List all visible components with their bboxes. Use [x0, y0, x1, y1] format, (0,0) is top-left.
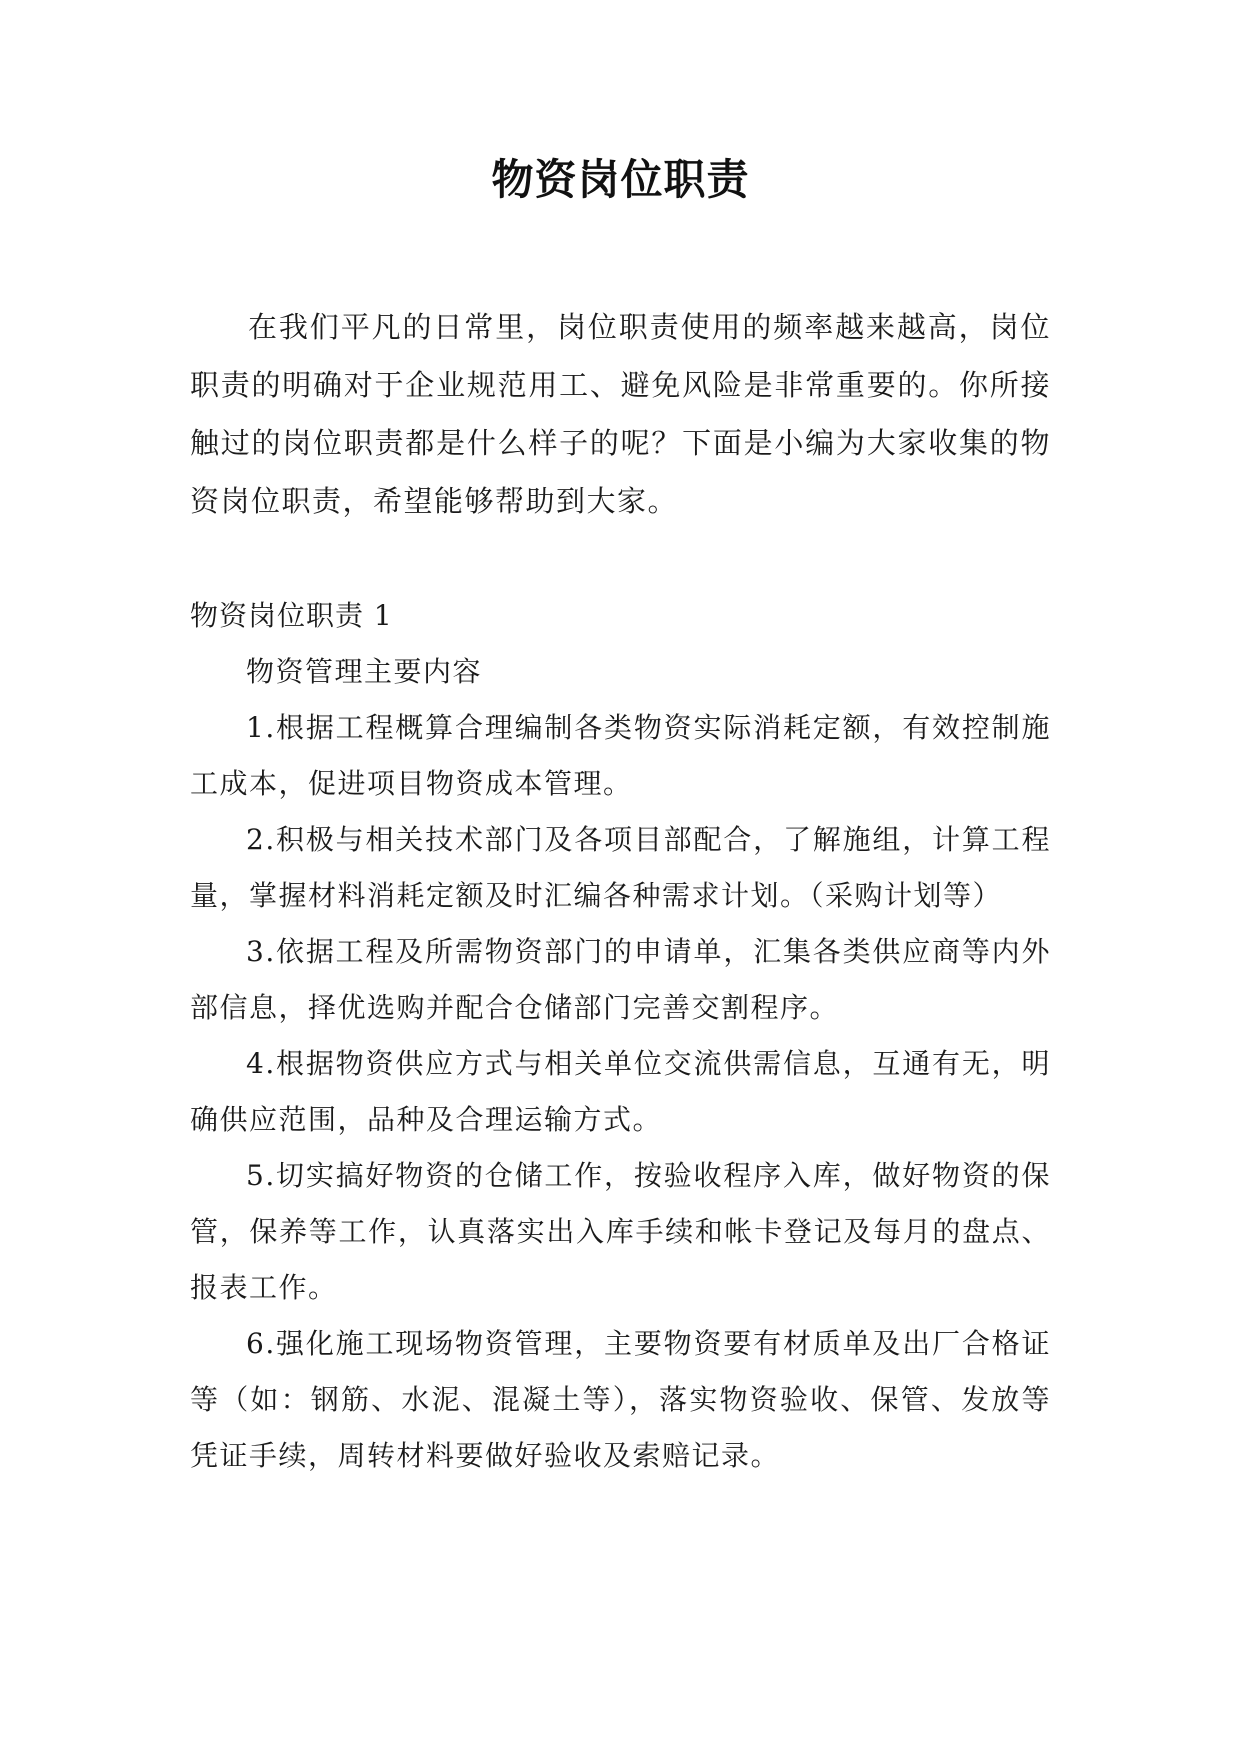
duty-item-4: 4.根据物资供应方式与相关单位交流供需信息，互通有无，明确供应范围，品种及合理运输方式。 [190, 1047, 1051, 1136]
section-subheading: 物资管理主要内容 [246, 655, 483, 688]
duty-item-2: 2.积极与相关技术部门及各项目部配合，了解施组，计算工程量，掌握材料消耗定额及时汇编各种需求计划。（采购计划等） [190, 823, 1051, 912]
intro-paragraph: 在我们平凡的日常里，岗位职责使用的频率越来越高，岗位职责的明确对于企业规范用工、避免风险是非常重要的。你所接触过的岗位职责都是什么样子的呢？下面是小编为大家收集的物资岗位职责，希望能够帮助到大家。 [190, 310, 1051, 518]
duty-item-6: 6.强化施工现场物资管理，主要物资要有材质单及出厂合格证等（如：钢筋、水泥、混凝土等），落实物资验收、保管、发放等凭证手续，周转材料要做好验收及索赔记录。 [190, 1327, 1051, 1472]
duty-item-5: 5.切实搞好物资的仓储工作，按验收程序入库，做好物资的保管，保养等工作，认真落实出入库手续和帐卡登记及每月的盘点、报表工作。 [190, 1159, 1051, 1304]
duty-item-1: 1.根据工程概算合理编制各类物资实际消耗定额，有效控制施工成本，促进项目物资成本管理。 [190, 711, 1051, 800]
document-title: 物资岗位职责 [491, 155, 750, 204]
section-heading: 物资岗位职责 1 [190, 599, 393, 632]
duty-item-3: 3.依据工程及所需物资部门的申请单，汇集各类供应商等内外部信息，择优选购并配合仓储部门完善交割程序。 [190, 935, 1051, 1024]
